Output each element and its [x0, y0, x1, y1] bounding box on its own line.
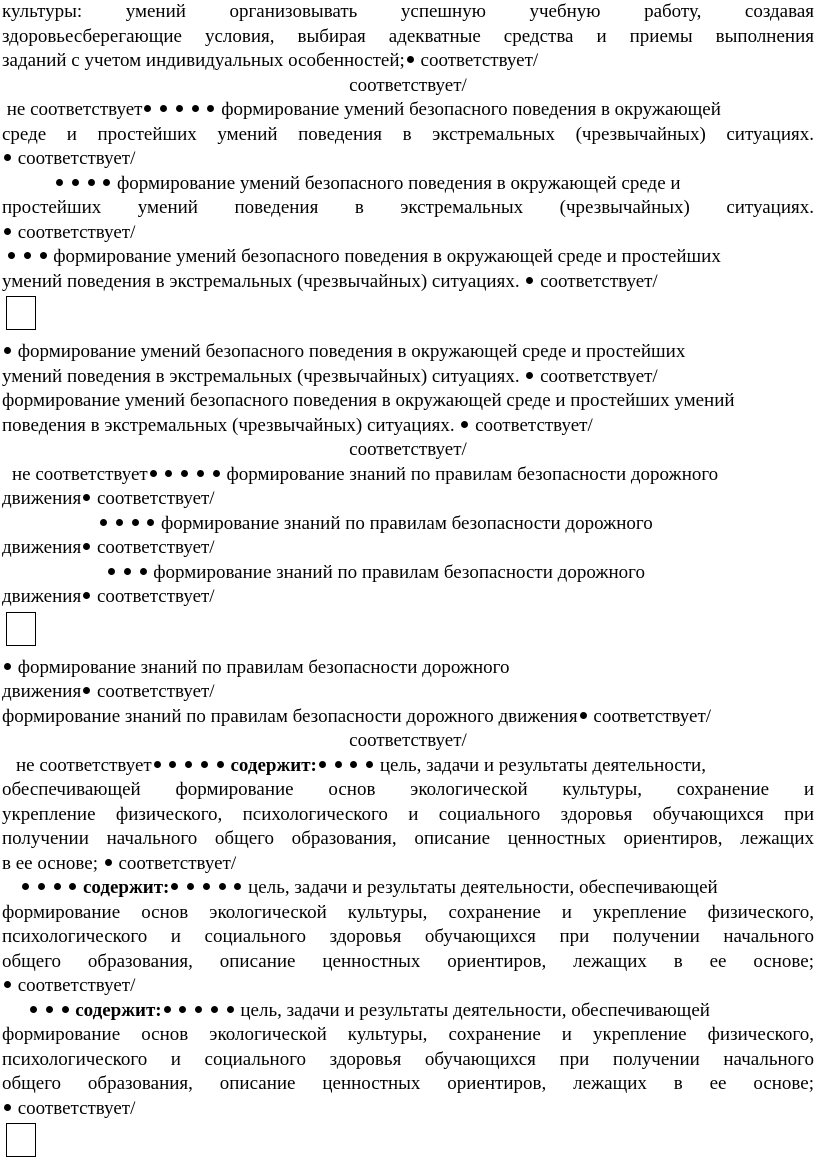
bullet-icon — [197, 470, 204, 477]
text-line: в ее основе; соответствует/ — [2, 852, 237, 874]
bullet-icon — [366, 761, 373, 768]
bullet-icon — [69, 883, 76, 890]
text-line: психологического и социального здоровья обучающихся при получении начального — [2, 926, 814, 947]
text-line: умений поведения в экстремальных (чрезвычайных) ситуациях. соответствует/ — [2, 365, 658, 387]
bullet-icon — [185, 761, 192, 768]
bullet-icon — [8, 252, 15, 259]
text-line: умений поведения в экстремальных (чрезвычайных) ситуациях. соответствует/ — [2, 270, 658, 292]
bullet-icon — [83, 592, 90, 599]
bullet-icon — [147, 519, 154, 526]
bullet-icon — [211, 1006, 218, 1013]
bullet-icon — [54, 883, 61, 890]
bullet-icon — [144, 105, 151, 112]
bullet-icon — [526, 277, 533, 284]
text-line: формирование умений безопасного поведения в окружающей среде и простейших — [2, 340, 814, 365]
bullet-icon — [83, 687, 90, 694]
text-line: движения соответствует/ — [2, 586, 215, 607]
text-line: соответствует/ — [2, 1097, 814, 1122]
bullet-icon — [201, 761, 208, 768]
bullet-icon — [124, 568, 131, 575]
bullet-icon — [461, 421, 468, 428]
text-line: содержит: цель, задачи и результаты деятельности, обеспечивающей — [2, 999, 814, 1024]
text-line: движения соответствует/ — [2, 537, 215, 558]
bullet-icon — [24, 252, 31, 259]
bullet-icon — [30, 1006, 37, 1013]
text-line: культуры: умений организовывать успешную учебную работу, создавая — [2, 1, 814, 22]
text-line: формирование знаний по правилам безопасности дорожного — [2, 656, 814, 681]
bullet-icon — [217, 761, 224, 768]
bullet-icon — [234, 883, 241, 890]
bullet-icon — [169, 761, 176, 768]
bullet-icon — [580, 712, 587, 719]
bullet-icon — [83, 543, 90, 550]
text-line: формирование знаний по правилам безопасности дорожного движения соответствует/ — [2, 705, 712, 727]
bullet-icon — [171, 883, 178, 890]
text-line: здоровьесберегающие условия, выбирая адекватные средства и приемы выполнения — [2, 25, 814, 47]
bullet-icon — [100, 519, 107, 526]
text-line: общего образования, описание ценностных ориентиров, лежащих в ее основе; — [2, 1073, 814, 1094]
bullet-icon — [4, 347, 11, 354]
bullet-icon — [203, 883, 210, 890]
bullet-icon — [213, 470, 220, 477]
bullet-icon — [160, 105, 167, 112]
bullet-icon — [335, 761, 342, 768]
bullet-icon — [154, 761, 161, 768]
text-line: соответствует/ — [2, 974, 814, 999]
checkbox-square[interactable] — [6, 296, 36, 330]
text-line: не соответствует содержит: цель, задачи и результаты деятельности, — [16, 754, 706, 776]
bullet-icon — [526, 372, 533, 379]
bullet-icon — [4, 154, 11, 161]
checkbox-square[interactable] — [6, 1123, 36, 1157]
text-line: среде и простейших умений поведения в экстремальных (чрезвычайных) ситуациях. — [2, 123, 814, 145]
text-line: соответствует/ — [2, 221, 814, 246]
checkbox-square[interactable] — [6, 612, 36, 646]
bullet-icon — [350, 761, 357, 768]
bullet-icon — [165, 470, 172, 477]
bullet-icon — [83, 494, 90, 501]
bullet-icon — [195, 1006, 202, 1013]
text-line: получении начального общего образования, описание ценностных ориентиров, лежащих — [2, 828, 814, 849]
text-line: общего образования, описание ценностных ориентиров, лежащих в ее основе; — [2, 950, 814, 972]
bullet-icon — [88, 179, 95, 186]
text-line: заданий с учетом индивидуальных особенностей; соответствует/ — [2, 50, 539, 71]
text-line: не соответствует формирование умений безопасного поведения в окружающей — [6, 99, 721, 120]
text-line: формирование основ экологической культуры, сохранение и укрепление физического, — [2, 1024, 814, 1045]
bullet-icon — [40, 252, 47, 259]
bullet-icon — [181, 470, 188, 477]
text-line: не соответствует формирование знаний по правилам безопасности дорожного — [12, 463, 719, 485]
bullet-icon — [108, 568, 115, 575]
text-line: формирование знаний по правилам безопасности дорожного — [2, 512, 814, 537]
text-line: движения соответствует/ — [2, 681, 215, 702]
bullet-icon — [4, 228, 11, 235]
text-line: формирование основ экологической культуры, сохранение и укрепление физического, — [2, 901, 814, 923]
bullet-icon — [192, 105, 199, 112]
text-line: поведения в экстремальных (чрезвычайных) ситуациях. соответствует/ — [2, 414, 593, 436]
text-line: простейших умений поведения в экстремальных (чрезвычайных) ситуациях. — [2, 197, 814, 218]
bullet-icon — [140, 568, 147, 575]
bullet-icon — [72, 179, 79, 186]
bullet-icon — [4, 1104, 11, 1111]
text-line: соответствует/ — [349, 730, 467, 751]
text-line: движения соответствует/ — [2, 488, 215, 509]
bullet-icon — [22, 883, 29, 890]
text-line: психологического и социального здоровья обучающихся при получении начального — [2, 1048, 814, 1070]
bullet-icon — [38, 883, 45, 890]
text-line: соответствует/ — [349, 439, 467, 460]
bullet-icon — [132, 519, 139, 526]
bullet-icon — [103, 179, 110, 186]
text-line: укрепление физического, психологического и социального здоровья обучающихся при — [2, 803, 814, 825]
bullet-icon — [164, 1006, 171, 1013]
bullet-icon — [207, 105, 214, 112]
bullet-icon — [62, 1006, 69, 1013]
text-line: соответствует/ — [2, 147, 814, 172]
bullet-icon — [219, 883, 226, 890]
bullet-icon — [227, 1006, 234, 1013]
bullet-icon — [319, 761, 326, 768]
bullet-icon — [4, 663, 11, 670]
bullet-icon — [4, 981, 11, 988]
bullet-icon — [105, 859, 112, 866]
bullet-icon — [150, 470, 157, 477]
text-line: обеспечивающей формирование основ экологической культуры, сохранение и — [2, 779, 814, 800]
text-line: соответствует/ — [349, 74, 467, 96]
bullet-icon — [116, 519, 123, 526]
text-line: формирование умений безопасного поведения в окружающей среде и простейших умений — [2, 390, 735, 411]
text-line: формирование знаний по правилам безопасности дорожного — [2, 561, 814, 586]
document-page — [2, 0, 814, 1167]
bullet-icon — [187, 883, 194, 890]
bullet-icon — [176, 105, 183, 112]
bullet-icon — [46, 1006, 53, 1013]
bullet-icon — [179, 1006, 186, 1013]
text-line: формирование умений безопасного поведения в окружающей среде и простейших — [2, 245, 814, 270]
text-line: формирование умений безопасного поведения в окружающей среде и — [2, 172, 814, 197]
bullet-icon — [407, 56, 414, 63]
bullet-icon — [56, 179, 63, 186]
text-line: содержит: цель, задачи и результаты деятельности, обеспечивающей — [2, 876, 814, 901]
